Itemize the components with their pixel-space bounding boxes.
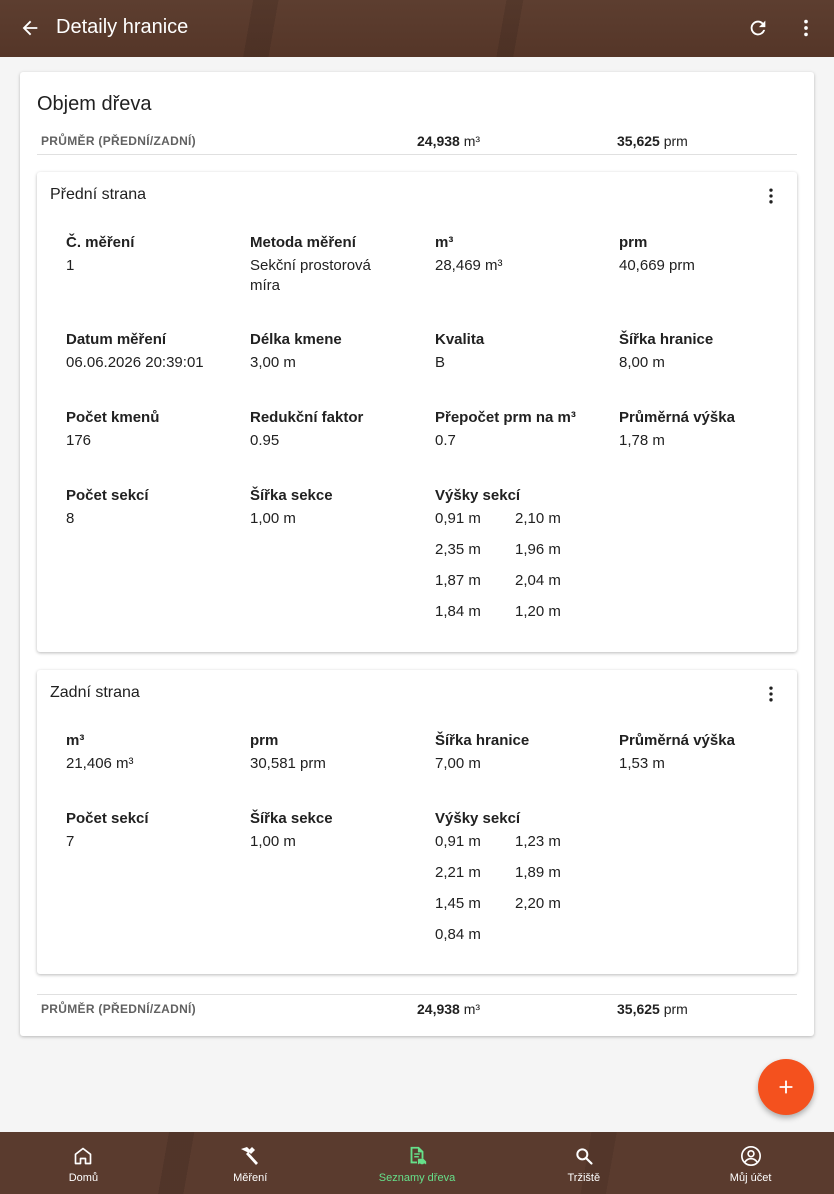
bottom-navigation [0, 1132, 834, 1194]
nav-label: Domů [68, 1172, 99, 1184]
nav-item-home[interactable] [0, 1132, 167, 1194]
average-label: PRŮMĚR (PŘEDNÍ/ZADNÍ) [41, 1001, 196, 1016]
field-m3: m³ 21,406 m³ [66, 732, 134, 772]
field-section-heights: Výšky sekcí 0,91 m 2,10 m 2,35 m 1,96 m 1,87 m 2,04 m 1,84 m 1,20 m [435, 486, 615, 622]
volume-card [20, 72, 814, 1036]
field-section-width: Šířka sekce 1,00 m [250, 810, 333, 850]
field-prm: prm 30,581 prm [250, 732, 326, 772]
more-vert-icon [761, 186, 781, 206]
back-side-card [37, 670, 797, 974]
more-vert-icon [795, 17, 817, 39]
section-height: 2,20 m [515, 895, 561, 912]
field-average-height: Průměrná výška 1,53 m [619, 732, 735, 772]
volume-title: Objem dřeva [37, 93, 152, 115]
back-button[interactable] [16, 14, 44, 42]
average-m3: 24,938 m³ [417, 132, 481, 149]
section-height: 2,10 m [515, 510, 561, 527]
home-icon [73, 1146, 93, 1166]
average-prm: 35,625 prm [617, 1000, 688, 1017]
nav-label: Seznamy dřeva [378, 1172, 456, 1184]
section-height: 1,89 m [515, 864, 561, 881]
nav-item-wood-lists[interactable] [334, 1132, 501, 1194]
section-height: 0,84 m [435, 926, 481, 943]
field-section-count: Počet sekcí 7 [66, 810, 149, 850]
average-prm: 35,625 prm [617, 132, 688, 149]
section-height: 1,20 m [515, 603, 561, 620]
nav-item-measurement[interactable] [167, 1132, 334, 1194]
more-vert-icon [761, 684, 781, 704]
field-prm-to-m3: Přepočet prm na m³ 0.7 [435, 409, 576, 449]
field-m3: m³ 28,469 m³ [435, 234, 503, 274]
section-height: 1,84 m [435, 603, 481, 620]
section-heights-list [435, 509, 615, 622]
refresh-button[interactable] [744, 14, 772, 42]
section-height: 1,87 m [435, 572, 481, 589]
account-icon [740, 1145, 762, 1167]
section-height: 1,45 m [435, 895, 481, 912]
app-bar [0, 0, 834, 57]
document-truck-icon [406, 1145, 428, 1167]
add-button[interactable] [758, 1059, 814, 1115]
nav-label: Tržiště [567, 1172, 601, 1184]
front-side-menu-button[interactable] [759, 184, 783, 208]
section-height: 0,91 m [435, 510, 481, 527]
field-average-height: Průměrná výška 1,78 m [619, 409, 735, 449]
field-section-width: Šířka sekce 1,00 m [250, 487, 333, 527]
field-log-length: Délka kmene 3,00 m [250, 331, 342, 371]
average-row-top [37, 127, 797, 155]
field-measurement-number: Č. měření 1 [66, 234, 135, 274]
field-section-count: Počet sekcí 8 [66, 487, 149, 527]
front-side-card [37, 172, 797, 652]
nav-item-marketplace[interactable] [500, 1132, 667, 1194]
field-quality: Kvalita B [435, 331, 485, 371]
nav-item-account[interactable] [667, 1132, 834, 1194]
section-height: 1,96 m [515, 541, 561, 558]
search-icon [574, 1146, 594, 1166]
average-row-bottom [37, 994, 797, 1022]
field-measurement-method: Metoda měření Sekční prostorová míra [250, 234, 371, 294]
back-side-title: Zadní strana [50, 684, 140, 701]
nav-label: Měření [233, 1172, 268, 1184]
arrow-back-icon [19, 17, 41, 39]
field-stack-width: Šířka hranice 8,00 m [619, 331, 714, 371]
field-log-count: Počet kmenů 176 [66, 409, 160, 449]
section-height: 2,21 m [435, 864, 481, 881]
field-prm: prm 40,669 prm [619, 234, 695, 274]
nav-label: Můj účet [729, 1172, 772, 1184]
section-height: 0,91 m [435, 833, 481, 850]
average-label: PRŮMĚR (PŘEDNÍ/ZADNÍ) [41, 133, 196, 148]
field-stack-width: Šířka hranice 7,00 m [435, 732, 530, 772]
field-section-heights: Výšky sekcí 0,91 m 1,23 m 2,21 m 1,89 m 1,45 m 2,20 m 0,84 m [435, 809, 615, 945]
more-options-button[interactable] [792, 14, 820, 42]
field-measurement-date: Datum měření 06.06.2026 20:39:01 [66, 331, 204, 371]
front-side-title: Přední strana [50, 186, 147, 203]
section-height: 1,23 m [515, 833, 561, 850]
average-m3: 24,938 m³ [417, 1000, 481, 1017]
page-title: Detaily hranice [56, 16, 189, 38]
field-reduction-factor: Redukční faktor 0.95 [250, 409, 364, 449]
plus-icon [775, 1076, 797, 1098]
back-side-menu-button[interactable] [759, 682, 783, 706]
hammer-icon [238, 1144, 262, 1168]
section-height: 2,35 m [435, 541, 481, 558]
section-heights-list [435, 832, 615, 945]
refresh-icon [747, 17, 769, 39]
section-height: 2,04 m [515, 572, 561, 589]
